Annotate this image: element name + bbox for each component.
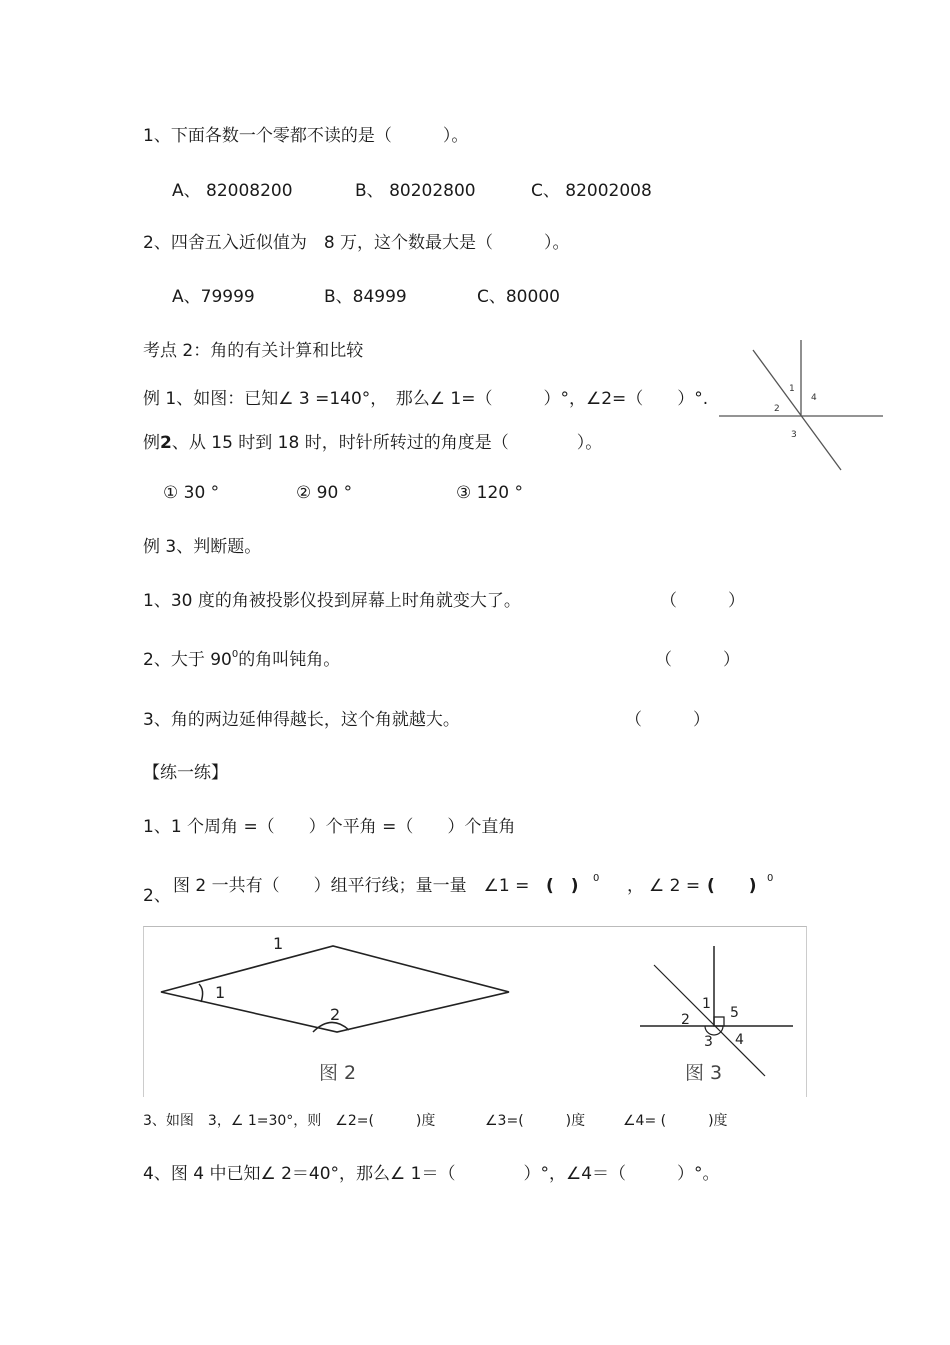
q2-option-a: A、79999 xyxy=(172,287,255,307)
practice-4: 4、图 4 中已知∠ 2＝40°，那么∠ 1＝（ ）°，∠4＝（ ）°。 xyxy=(143,1164,720,1184)
label-2: 2 xyxy=(774,404,780,414)
fig3-label-5: 5 xyxy=(730,1005,739,1021)
fig3-caption: 图 3 xyxy=(685,1062,723,1084)
practice-3-c: ∠4= ( )度 xyxy=(623,1113,728,1129)
judge-item-1: 1、30 度的角被投影仪投到屏幕上时角就变大了。 xyxy=(143,591,521,611)
label-4: 4 xyxy=(811,393,817,403)
q1-option-c: C、 82002008 xyxy=(531,181,652,201)
figures-2-3 xyxy=(143,926,805,1096)
judge-item-3: 3、角的两边延伸得越长，这个角就越大。 xyxy=(143,710,460,730)
q2-option-b: B、84999 xyxy=(324,287,407,307)
ex2-option-3: ③ 120 ° xyxy=(456,483,523,503)
practice-2-answer-2: ( ) xyxy=(707,876,757,896)
judge-item-1-paren: （ ） xyxy=(660,591,745,611)
practice-1: 1、1 个周角 =（ ）个平角 =（ ）个直角 xyxy=(143,817,516,837)
practice-3-a: 3、如图 3，∠ 1=30°，则 ∠2=( )度 xyxy=(143,1113,436,1129)
ex2-option-1: ① 30 ° xyxy=(163,483,220,503)
fig3-label-2: 2 xyxy=(681,1012,690,1028)
example-2-body: 、从 15 时到 18 时，时针所转过的角度是（ ）。 xyxy=(171,433,603,453)
ex2-option-2: ② 90 ° xyxy=(296,483,353,503)
practice-2-sup-2: 0 xyxy=(767,873,774,884)
judge-item-2-sup: 0 xyxy=(231,649,239,660)
practice-title: 【练一练】 xyxy=(143,763,228,783)
practice-2-text-2: ∠ 2 = xyxy=(649,876,701,896)
example-1-text: 例 1、如图：已知∠ 3 =140°， 那么∠ 1=（ ）°，∠2=（ ）°. xyxy=(143,389,709,409)
judge-item-2-paren: （ ） xyxy=(655,650,740,670)
fig2-angle-2: 2 xyxy=(330,1005,341,1024)
section-title: 考点 2：角的有关计算和比较 xyxy=(143,341,364,361)
example-2-prefix: 例 xyxy=(143,433,160,453)
practice-2-text: 图 2 一共有（ ）组平行线；量一量 ∠1 = xyxy=(173,876,530,896)
fig3-label-4: 4 xyxy=(735,1032,744,1048)
q1-option-b: B、 80202800 xyxy=(355,181,476,201)
judge-item-3-paren: （ ） xyxy=(625,710,710,730)
practice-2-answer-1: ( ) xyxy=(546,876,579,896)
fig2-angle-1: 1 xyxy=(215,983,226,1002)
judge-item-2-a: 2、大于 90 xyxy=(143,650,232,670)
practice-2-sup-1: 0 xyxy=(593,873,600,884)
question-1-text: 1、下面各数一个零都不读的是（ ）。 xyxy=(143,126,469,146)
example-3-title: 例 3、判断题。 xyxy=(143,537,262,557)
judge-item-2-b: 的角叫钝角。 xyxy=(238,650,341,670)
practice-3-b: ∠3=( )度 xyxy=(485,1113,586,1129)
fig3-label-3: 3 xyxy=(704,1034,713,1050)
example-2-number: 2 xyxy=(160,433,172,453)
intersecting-lines-figure xyxy=(715,340,885,475)
practice-2-comma: ， xyxy=(627,876,644,896)
judge-item-2 xyxy=(143,650,340,673)
example-2-text xyxy=(143,433,602,453)
fig2-side-label: 1 xyxy=(273,934,284,953)
question-2-text: 2、四舍五入近似值为 8 万，这个数最大是（ ）。 xyxy=(143,233,570,253)
label-3: 3 xyxy=(791,430,797,440)
label-1: 1 xyxy=(789,384,795,394)
fig3-label-1: 1 xyxy=(702,996,711,1012)
q2-option-c: C、80000 xyxy=(477,287,560,307)
fig2-caption: 图 2 xyxy=(319,1062,357,1084)
q1-option-a: A、 82008200 xyxy=(172,181,293,201)
practice-2-number: 2、 xyxy=(143,886,171,906)
